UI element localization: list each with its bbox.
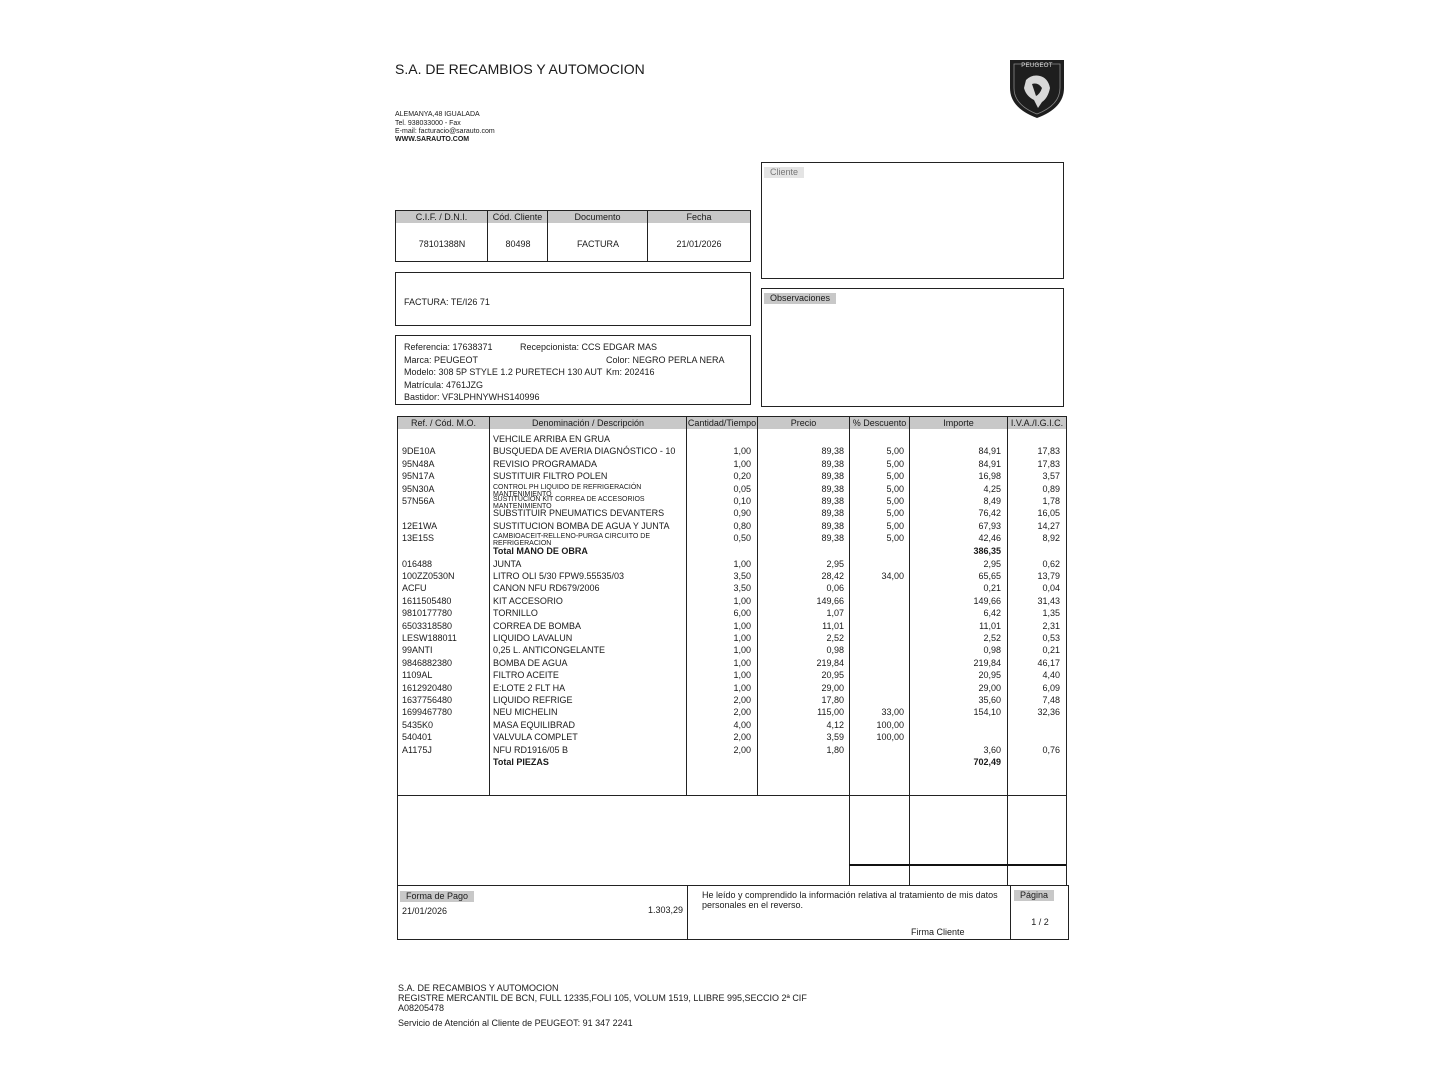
consent-line-1: He leído y comprendido la información relativa al tratamiento de mis datos (702, 890, 998, 900)
doc-value-cif: 78101388N (418, 239, 466, 249)
row-quantity: 0,80 (733, 520, 751, 531)
observations-box (761, 288, 1064, 407)
row-vat: 1,78 (1042, 496, 1060, 506)
row-ref: 5435K0 (402, 719, 434, 730)
row-amount: 386,35 (973, 545, 1001, 556)
row-amount: 65,65 (978, 571, 1001, 581)
row-ref: 99ANTI (402, 645, 433, 656)
th-vat: I.V.A./I.G.I.C. (1008, 417, 1066, 429)
table-row (398, 470, 1066, 482)
vehicle-modelo: Modelo: 308 5P STYLE 1.2 PURETECH 130 AUT (404, 367, 603, 377)
row-amount: 84,91 (978, 446, 1001, 457)
observations-label: Observaciones (764, 293, 836, 304)
row-price: 0,98 (826, 645, 844, 656)
th-price: Precio (758, 417, 850, 429)
row-vat: 4,40 (1042, 670, 1060, 681)
row-price: 2,95 (826, 558, 844, 569)
row-ref: 9810177780 (402, 608, 453, 619)
row-vat: 2,31 (1042, 620, 1060, 631)
page-value: 1 / 2 (1031, 917, 1049, 927)
row-quantity: 2,00 (733, 695, 751, 705)
row-description-continued: MANTENIMIENTO (493, 503, 552, 510)
table-row (398, 607, 1066, 619)
row-vat: 0,89 (1042, 483, 1060, 494)
row-quantity: 3,50 (733, 571, 751, 581)
client-box (761, 162, 1064, 279)
vehicle-marca: Marca: PEUGEOT (404, 355, 479, 365)
th-qty: Cantidad/Tiempo (687, 418, 757, 428)
row-price: 89,38 (821, 471, 844, 482)
row-description: CORREA DE BOMBA (493, 620, 582, 631)
row-vat: 14,27 (1037, 520, 1060, 531)
row-ref: 95N30A (402, 483, 435, 494)
row-quantity: 0,05 (733, 483, 751, 494)
doc-header-document: Documento (548, 211, 648, 223)
table-row (398, 545, 1066, 557)
doc-value-date: 21/01/2026 (676, 239, 722, 249)
table-row (398, 657, 1066, 669)
vehicle-matricula: Matrícula: 4761JZG (404, 380, 484, 390)
row-price: 89,38 (821, 446, 844, 457)
vehicle-bastidor: Bastidor: VF3LPHNYWHS140996 (404, 392, 540, 402)
row-description: CONTROL PH LIQUIDO DE REFRIGERACIÓN (493, 483, 642, 491)
row-amount: 67,93 (978, 520, 1001, 531)
row-vat: 3,57 (1042, 471, 1060, 482)
row-description: LIQUIDO LAVALUN (493, 633, 573, 643)
row-price: 89,38 (821, 483, 844, 494)
row-ref: 540401 (402, 732, 433, 743)
doc-value-client-code: 80498 (505, 239, 531, 249)
table-row (398, 669, 1066, 681)
row-quantity: 0,50 (733, 533, 751, 544)
invoice-number: FACTURA: TE/I26 71 (404, 297, 490, 307)
row-vat: 8,92 (1042, 533, 1060, 544)
row-description: LIQUIDO REFRIGE (493, 695, 573, 705)
peugeot-logo (1008, 58, 1066, 120)
row-discount: 33,00 (881, 707, 904, 718)
row-ref: LESW188011 (402, 633, 457, 643)
row-vat: 13,79 (1037, 571, 1060, 581)
row-quantity: 1,00 (733, 657, 751, 668)
row-vat: 0,76 (1042, 744, 1060, 755)
vehicle-km: Km: 202416 (606, 367, 655, 377)
row-discount: 5,00 (886, 471, 904, 482)
row-description: SUSTITUCION KIT CORREA DE ACCESORIOS (493, 496, 645, 503)
row-price: 1,07 (826, 608, 844, 619)
row-vat: 32,36 (1037, 707, 1060, 718)
table-row (398, 632, 1066, 644)
row-vat: 0,21 (1042, 645, 1060, 656)
company-address: ALEMANYA,48 IGUALADA (395, 111, 480, 118)
row-price: 28,42 (821, 571, 844, 581)
row-amount: 6,42 (983, 608, 1001, 619)
row-description: CANON NFU RD679/2006 (493, 583, 600, 594)
company-name: S.A. DE RECAMBIOS Y AUTOMOCION (395, 61, 645, 77)
row-ref: 95N48A (402, 458, 435, 469)
row-discount: 100,00 (876, 719, 904, 730)
row-discount: 5,00 (886, 533, 904, 544)
row-ref: 1637756480 (402, 695, 453, 705)
row-quantity: 1,00 (733, 645, 751, 656)
doc-header-client-code: Cód. Cliente (488, 211, 548, 223)
row-description: FILTRO ACEITE (493, 670, 559, 681)
table-row (398, 706, 1066, 718)
row-amount: 2,52 (983, 633, 1001, 643)
row-price: 0,06 (826, 583, 844, 594)
row-ref: 57N56A (402, 496, 435, 506)
row-price: 149,66 (816, 595, 844, 606)
row-amount: 3,60 (983, 744, 1001, 755)
row-quantity: 3,50 (733, 583, 751, 594)
row-ref: 1612920480 (402, 682, 453, 693)
th-discount: % Descuento (850, 417, 910, 429)
footer-cif: A08205478 (398, 1003, 445, 1013)
row-price: 17,80 (821, 695, 844, 705)
table-row (398, 744, 1066, 756)
row-amount: 29,00 (978, 682, 1001, 693)
row-ref: 1699467780 (402, 707, 453, 718)
row-description: LITRO OLI 5/30 FPW9.55535/03 (493, 571, 625, 581)
row-vat: 31,43 (1037, 595, 1060, 606)
row-discount: 5,00 (886, 446, 904, 457)
table-row (398, 644, 1066, 656)
row-price: 115,00 (817, 707, 844, 718)
table-row (398, 570, 1066, 582)
row-description: MASA EQUILIBRAD (493, 719, 576, 730)
row-ref: 100ZZ0530N (402, 571, 455, 581)
row-price: 89,38 (821, 520, 844, 531)
row-description: BOMBA DE AGUA (493, 657, 568, 668)
row-vat: 0,62 (1042, 558, 1060, 569)
payment-date: 21/01/2026 (402, 906, 448, 916)
row-vat: 1,35 (1042, 608, 1060, 619)
row-amount: 149,66 (973, 595, 1001, 606)
table-row (398, 682, 1066, 694)
row-quantity: 1,00 (733, 446, 751, 457)
table-row (398, 756, 1066, 768)
row-price: 29,00 (821, 682, 844, 693)
row-amount: 0,21 (983, 583, 1001, 594)
row-description: Total MANO DE OBRA (493, 545, 588, 556)
row-description: SUBSTITUIR PNEUMATICS DEVANTERS (493, 508, 665, 519)
row-price: 89,38 (821, 458, 844, 469)
row-vat: 6,09 (1042, 682, 1060, 693)
row-vat: 17,83 (1037, 446, 1060, 457)
table-row (398, 532, 1066, 548)
row-discount: 5,00 (886, 520, 904, 531)
doc-value-document: FACTURA (576, 239, 619, 249)
row-amount: 42,46 (978, 533, 1001, 544)
table-row (398, 445, 1066, 457)
row-vat: 17,83 (1037, 458, 1060, 469)
row-amount: 20,95 (978, 670, 1001, 681)
row-vat: 0,53 (1042, 633, 1060, 643)
row-quantity: 1,00 (733, 458, 751, 469)
table-row (398, 731, 1066, 743)
row-ref: 9846882380 (402, 657, 453, 668)
row-quantity: 2,00 (733, 732, 751, 743)
company-phone: Tel. 938033000 - Fax (395, 120, 461, 127)
table-row (398, 694, 1066, 706)
row-quantity: 4,00 (733, 719, 751, 730)
vehicle-referencia: Referencia: 17638371 (404, 342, 493, 352)
row-discount: 100,00 (876, 732, 904, 743)
row-description: SUSTITUCION BOMBA DE AGUA Y JUNTA (493, 520, 670, 531)
doc-header-cif: C.I.F. / D.N.I. (396, 211, 488, 223)
row-quantity: 1,00 (733, 558, 751, 569)
row-description: 0,25 L. ANTICONGELANTE (493, 645, 606, 656)
table-row (398, 458, 1066, 470)
row-ref: 12E1WA (402, 520, 438, 531)
row-discount: 34,00 (881, 571, 904, 581)
row-price: 20,95 (821, 670, 844, 681)
row-amount: 16,98 (978, 471, 1001, 482)
footer-company: S.A. DE RECAMBIOS Y AUTOMOCION (398, 983, 559, 993)
table-row (398, 507, 1066, 519)
client-label: Cliente (764, 167, 804, 178)
row-price: 89,38 (821, 496, 844, 506)
row-vat: 46,17 (1037, 657, 1060, 668)
row-ref: 95N17A (402, 471, 435, 482)
row-description: E:LOTE 2 FLT HA (493, 682, 566, 693)
table-row (398, 620, 1066, 632)
table-row (398, 483, 1066, 498)
row-ref: 1611505480 (402, 595, 452, 606)
row-quantity: 1,00 (733, 633, 751, 643)
row-quantity: 0,90 (733, 508, 751, 519)
row-vat: 16,05 (1037, 508, 1060, 519)
row-amount: 35,60 (978, 695, 1001, 705)
logo-text: PEUGEOT (1021, 63, 1053, 69)
row-vat: 0,04 (1042, 583, 1060, 594)
payment-label: Forma de Pago (400, 891, 474, 902)
document-info-box (395, 210, 751, 262)
row-quantity: 0,10 (733, 496, 751, 506)
row-ref: 13E15S (402, 533, 435, 544)
th-amount: Importe (910, 417, 1008, 429)
vehicle-color: Color: NEGRO PERLA NERA (606, 355, 725, 365)
row-price: 3,59 (826, 732, 844, 743)
row-discount: 5,00 (886, 483, 904, 494)
signature-label: Firma Cliente (911, 927, 965, 937)
row-description: CAMBIOACEIT-RELLENO-PURGA CIRCUITO DE (493, 533, 651, 541)
row-discount: 5,00 (886, 508, 904, 519)
row-price: 89,38 (821, 508, 844, 519)
row-ref: 9DE10A (402, 446, 436, 457)
row-amount: 4,25 (983, 483, 1001, 494)
footer-registry: REGISTRE MERCANTIL DE BCN, FULL 12335,FOLI 105, VOLUM 1519, LLIBRE 995,SECCIO 2ª CIF (398, 993, 807, 1003)
page-label: Página (1014, 890, 1054, 901)
row-description: SUSTITUIR FILTRO POLEN (493, 471, 608, 482)
table-row (398, 595, 1066, 607)
row-price: 11,01 (822, 620, 844, 631)
table-row (398, 719, 1066, 731)
items-table (397, 416, 1067, 886)
row-ref: ACFU (402, 583, 427, 594)
row-discount: 5,00 (886, 458, 904, 469)
table-row (398, 433, 1066, 445)
table-row (398, 582, 1066, 594)
row-quantity: 1,00 (733, 670, 751, 681)
row-description: TORNILLO (493, 608, 538, 619)
payment-box (397, 885, 1069, 940)
row-price: 2,52 (826, 633, 844, 643)
vehicle-recepcionista: Recepcionista: CCS EDGAR MAS (520, 342, 658, 352)
table-row (398, 558, 1066, 570)
row-quantity: 1,00 (733, 620, 751, 631)
row-ref: 6503318580 (402, 620, 453, 631)
vehicle-box (395, 335, 751, 405)
row-description: NEU MICHELIN (493, 707, 558, 718)
th-desc: Denominación / Descripción (490, 417, 687, 429)
row-ref: 016488 (402, 558, 433, 569)
table-row (398, 495, 1066, 510)
payment-amount: 1.303,29 (648, 905, 684, 915)
row-amount: 8,49 (983, 496, 1001, 506)
row-description: JUNTA (493, 558, 522, 569)
footer-service: Servicio de Atención al Cliente de PEUGEOT: 91 347 2241 (398, 1018, 633, 1028)
row-ref: 1109AL (402, 670, 433, 681)
row-amount: 219,84 (973, 657, 1001, 668)
doc-header-date: Fecha (648, 211, 750, 223)
invoice-number-box (395, 272, 751, 326)
row-amount: 76,42 (978, 508, 1001, 519)
row-price: 4,12 (826, 719, 844, 730)
row-quantity: 2,00 (733, 744, 751, 755)
row-vat: 7,48 (1042, 695, 1060, 705)
row-description: KIT ACCESORIO (493, 595, 563, 606)
row-discount: 5,00 (886, 496, 904, 506)
table-body (398, 433, 1066, 795)
row-amount: 2,95 (983, 558, 1001, 569)
table-row (398, 520, 1066, 532)
row-amount: 702,49 (973, 757, 1001, 767)
company-email: E-mail: facturacio@sarauto.com (395, 128, 495, 135)
row-price: 1,80 (826, 744, 844, 755)
row-description: REVISIO PROGRAMADA (493, 458, 598, 469)
row-amount: 84,91 (978, 458, 1001, 469)
row-description: VEHCILE ARRIBA EN GRUA (493, 434, 611, 444)
row-amount: 0,98 (983, 645, 1001, 656)
row-quantity: 1,00 (733, 595, 751, 606)
row-quantity: 2,00 (733, 707, 751, 718)
company-web: WWW.SARAUTO.COM (395, 136, 470, 143)
row-description: Total PIEZAS (493, 757, 549, 767)
row-description-continued: MANTENIMIENTO (493, 490, 552, 498)
row-description: BUSQUEDA DE AVERIA DIAGNÓSTICO - 10 (493, 446, 676, 457)
row-price: 89,38 (821, 533, 844, 544)
row-description: VALVULA COMPLET (493, 732, 578, 743)
row-quantity: 0,20 (733, 471, 751, 482)
row-description: NFU RD1916/05 B (493, 744, 569, 755)
row-amount: 11,01 (979, 620, 1001, 631)
row-quantity: 1,00 (733, 682, 751, 693)
row-amount: 154,10 (973, 707, 1001, 718)
row-price: 219,84 (816, 657, 844, 668)
th-ref: Ref. / Cód. M.O. (398, 417, 490, 429)
row-description-continued: REFRIGERACION (493, 540, 552, 548)
consent-line-2: personales en el reverso. (702, 900, 804, 910)
row-ref: A1175J (402, 744, 432, 755)
row-quantity: 6,00 (733, 608, 751, 619)
